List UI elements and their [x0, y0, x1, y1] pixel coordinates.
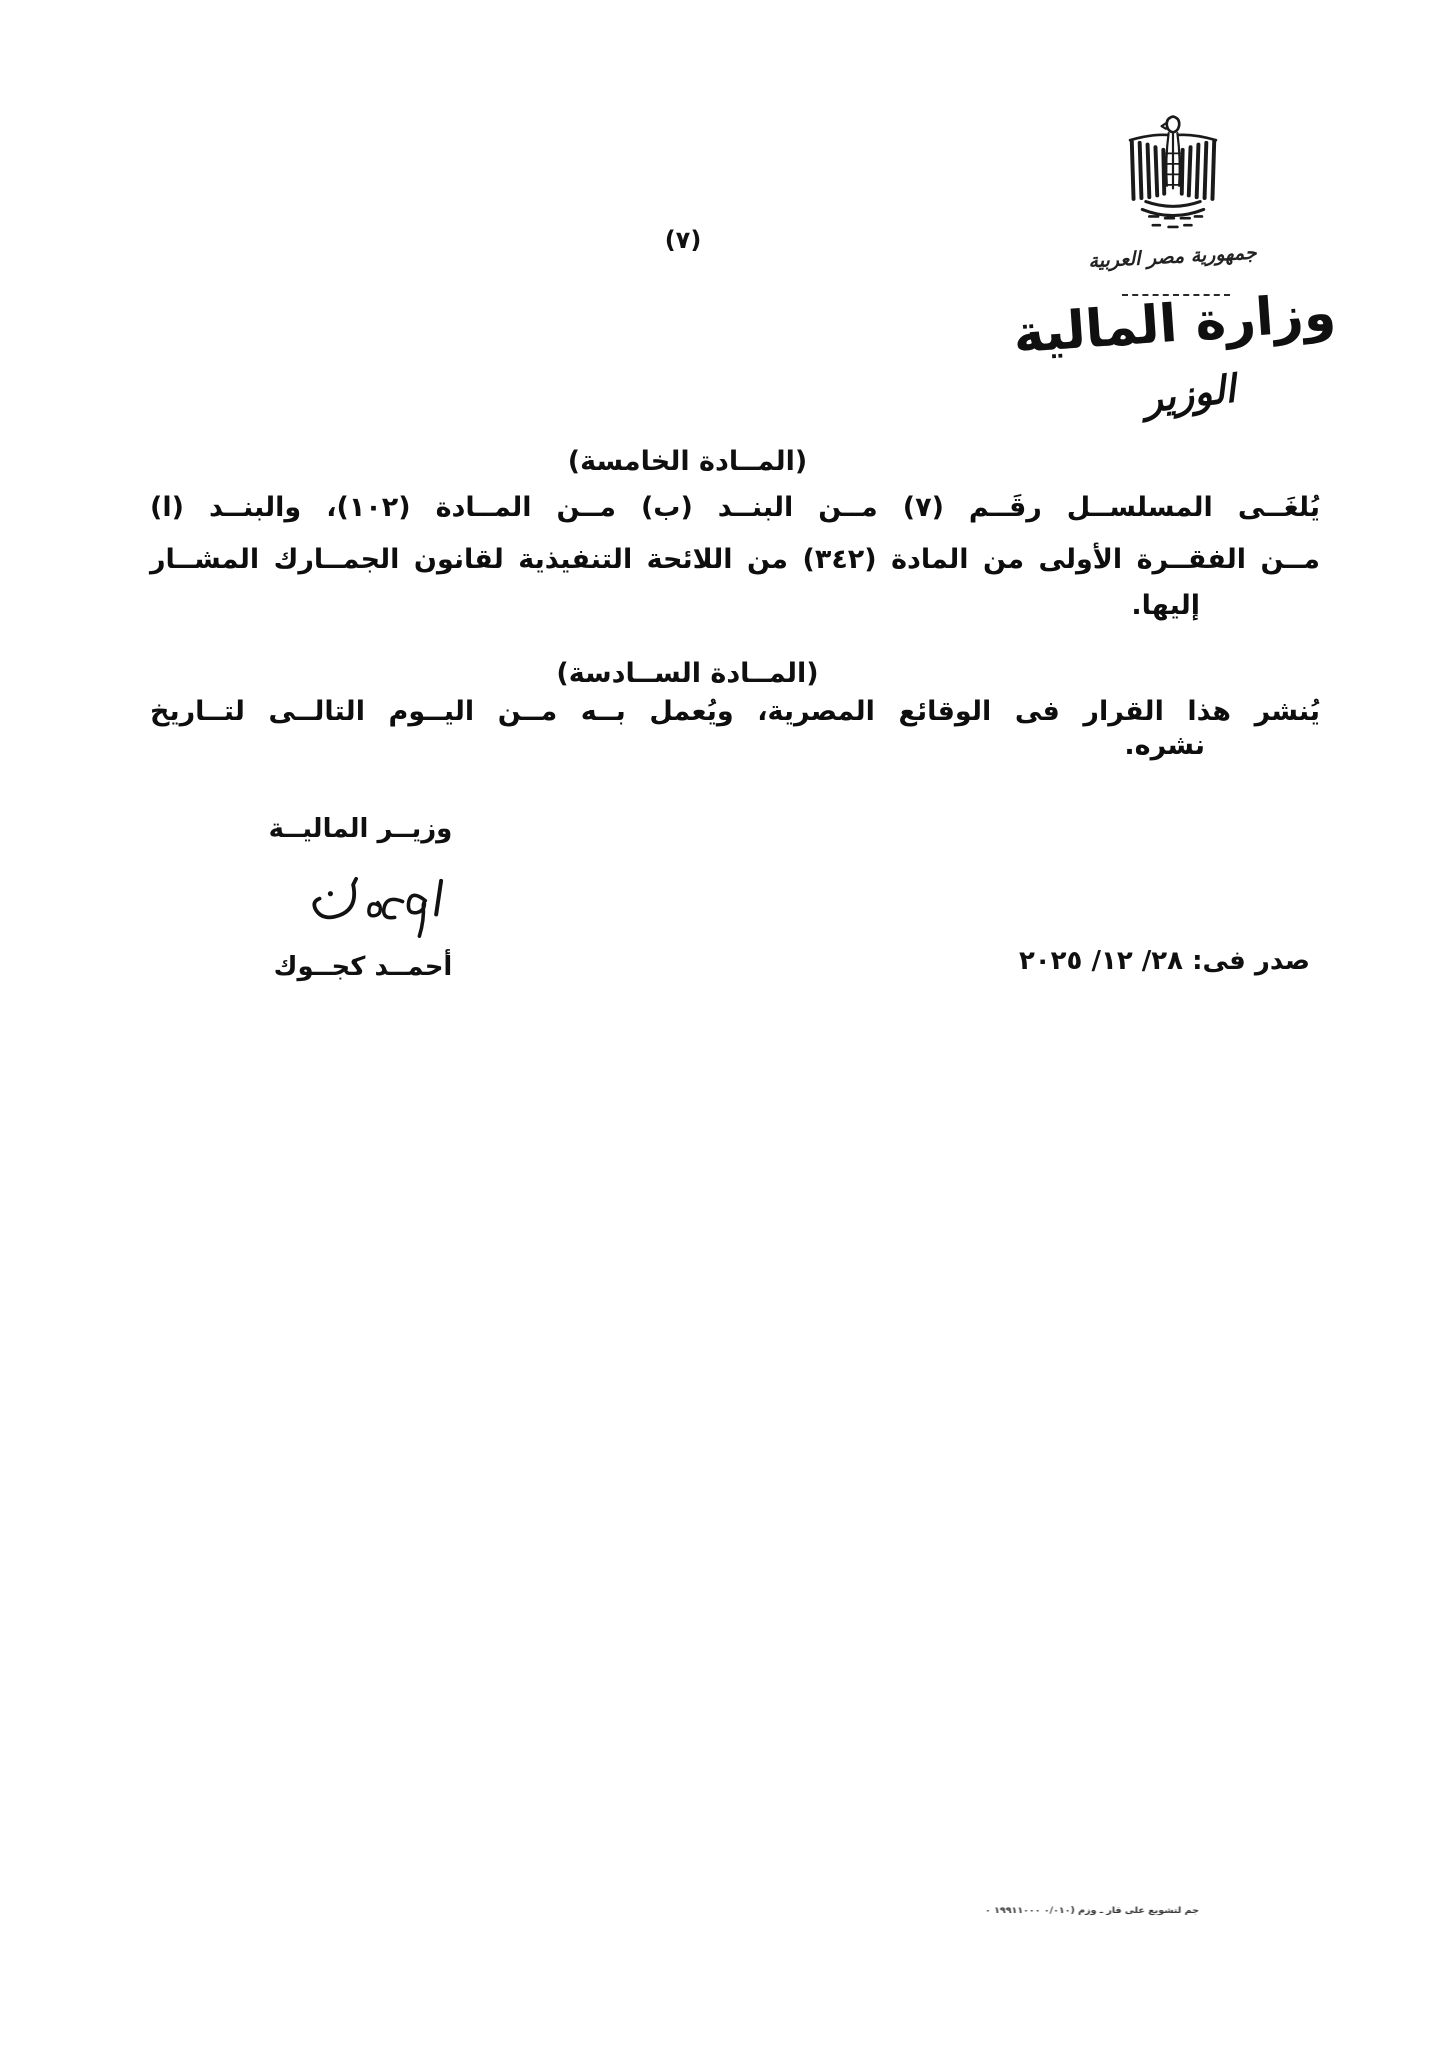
handwritten-signature-icon — [282, 868, 450, 948]
signatory-name: أحمــد كجــوك — [273, 952, 453, 982]
signatory-title: وزيــر الماليــة — [268, 814, 453, 844]
article-five-line-3: إليها. — [1131, 590, 1200, 621]
article-five-line-2: مــن الفقــرة الأولى من المادة (٣٤٢) من اللائحة التنفيذية لقانون الجمــارك المشــار — [150, 544, 1320, 575]
page-number: (٧) — [664, 226, 702, 254]
article-six-heading: (المــادة الســادسة) — [556, 658, 819, 689]
article-five-heading: (المــادة الخامسة) — [567, 446, 808, 477]
article-six-line-1: يُنشر هذا القرار فى الوقائع المصرية، ويُعمل بــه مــن اليــوم التالــى لتــاريخ — [150, 696, 1320, 727]
minister-title-calligraphy: الوزير — [1141, 366, 1238, 422]
footer-print-line: جم لتشويع على قار ـ وزم (٠/٠١٠ ١٩٩١١٠٠٠ ٠ — [985, 1905, 1199, 1916]
republic-name-script: جمهورية مصر العربية — [1087, 241, 1258, 273]
egyptian-eagle-emblem-icon — [1116, 106, 1230, 248]
article-six-line-2: نشره. — [1124, 730, 1205, 761]
issue-date-line: صدر فى: ٢٨/ ١٢/ ٢٠٢٥ — [1018, 946, 1310, 976]
ministry-title-calligraphy: وزارة المالية — [1011, 282, 1338, 366]
article-five-line-1: يُلغَــى المسلســل رقَــم (٧) مــن البنــد (ب) مــن المــادة (١٠٢)، والبنــد (ا) — [150, 492, 1320, 523]
